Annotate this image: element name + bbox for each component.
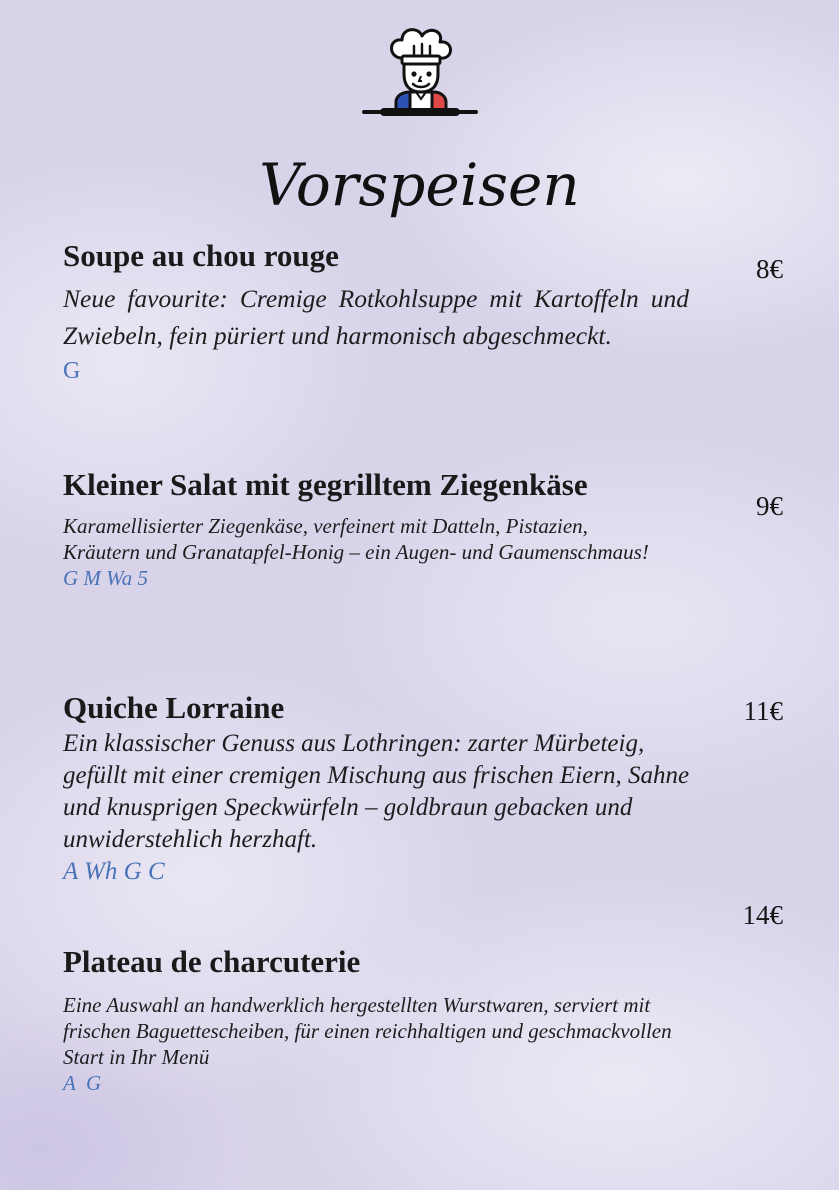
dish-description: Neue favourite: Cremige Rotkohlsuppe mit Kartoffeln und Zwiebeln, fein püriert und harmonisch abgeschmeckt. bbox=[63, 284, 689, 350]
dish-name: Soupe au chou rouge bbox=[63, 238, 339, 273]
dish-name: Kleiner Salat mit gegrilltem Ziegenkäse bbox=[63, 467, 588, 502]
price-salat: 9€ bbox=[756, 491, 783, 521]
allergen-codes: A G bbox=[63, 1071, 102, 1095]
chef-icon bbox=[358, 24, 482, 120]
allergen-codes: A Wh G C bbox=[63, 858, 165, 885]
dish-name: Quiche Lorraine bbox=[63, 690, 285, 725]
dish-description: Karamellisierter Ziegenkäse, verfeinert mit Datteln, Pistazien, Kräutern und Granatapfel-Honig – ein Augen- und Gaumenschmaus! bbox=[63, 514, 649, 564]
dish-description: Ein klassischer Genuss aus Lothringen: zarter Mürbeteig, gefüllt mit einer cremigen Mischung aus frischen Eiern, Sahne und knusprigen Speckwürfeln – goldbraun gebacken und unwiderstehlich herzhaft. bbox=[63, 730, 690, 853]
menu-item-soupe bbox=[63, 238, 703, 388]
allergen-codes: G bbox=[63, 358, 81, 384]
menu-item-plateau bbox=[63, 944, 703, 1096]
price-soupe: 8€ bbox=[756, 254, 783, 284]
price-plateau: 14€ bbox=[742, 900, 783, 930]
page-title: Vorspeisen bbox=[259, 150, 580, 219]
menu-item-salat bbox=[63, 467, 703, 591]
menu-item-quiche bbox=[63, 690, 703, 888]
price-quiche: 11€ bbox=[743, 696, 783, 726]
dish-name: Plateau de charcuterie bbox=[63, 944, 361, 979]
allergen-codes: G M Wa 5 bbox=[63, 566, 148, 590]
dish-description: Eine Auswahl an handwerklich hergestellten Wurstwaren, serviert mit frischen Baguettescheiben, für einen reichhaltigen und geschmackvollen Start in Ihr Menü bbox=[63, 993, 672, 1069]
